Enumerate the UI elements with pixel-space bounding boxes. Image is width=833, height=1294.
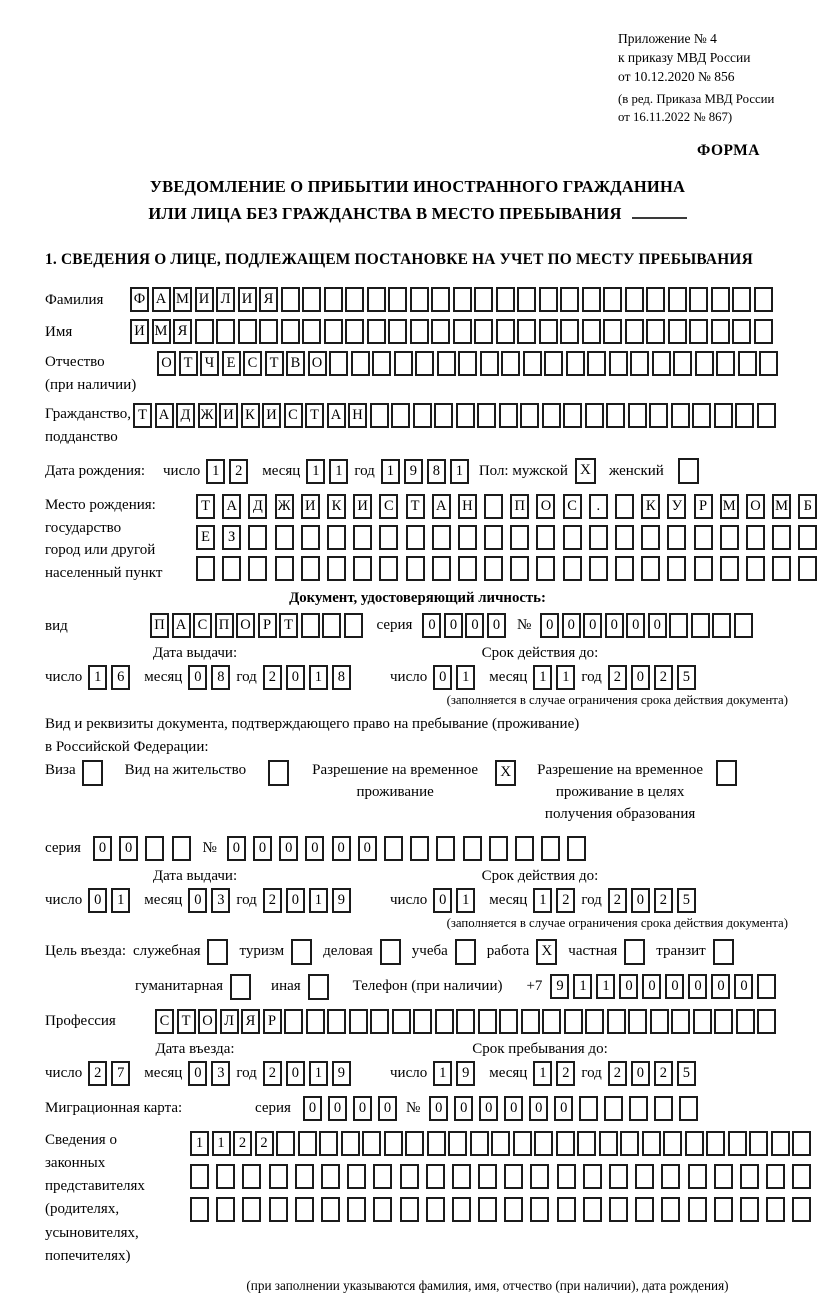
number-label: № xyxy=(516,617,532,634)
number-label: № xyxy=(202,839,217,856)
identity-expiry-note: (заполняется в случае ограничения срока действия документа) xyxy=(446,693,788,708)
stay-doc-options xyxy=(45,760,790,825)
purpose-checkbox-official[interactable] xyxy=(207,939,228,965)
stay-until-date xyxy=(390,1061,790,1086)
identity-expiry-year-cells[interactable]: 2 0 2 5 xyxy=(608,665,696,690)
stay-doc-issue-month-cells[interactable]: 0 3 xyxy=(188,888,230,913)
year-label: год xyxy=(236,891,257,908)
representatives-line1-cells[interactable]: 1 1 2 2 xyxy=(190,1131,811,1156)
residence-permit-checkbox[interactable] xyxy=(268,760,289,786)
profession-label: Профессия xyxy=(45,1012,116,1029)
stay-doc-expiry-year-cells[interactable]: 2 0 2 5 xyxy=(608,888,696,913)
seriya-label: серия xyxy=(45,839,81,856)
issue-date-heading: Дата выдачи: xyxy=(152,867,238,884)
doc-type-cells[interactable]: П А С П О Р Т xyxy=(150,613,363,638)
identity-expiry-day-cells[interactable]: 0 1 xyxy=(433,665,475,690)
birth-day-cells[interactable]: 1 2 xyxy=(206,459,248,484)
seriya-label: серия xyxy=(376,617,413,634)
purpose-label-work: работа xyxy=(486,943,530,960)
citizenship-cells[interactable]: Т А Д Ж И К И С Т А Н xyxy=(133,403,776,428)
entry-month-cells[interactable]: 0 3 xyxy=(188,1061,230,1086)
firstname-label: Имя xyxy=(45,323,73,340)
day-label: число xyxy=(390,891,428,908)
day-label: число xyxy=(45,891,83,908)
stay-until-heading: Срок пребывания до: xyxy=(472,1040,608,1057)
purpose-checkbox-study[interactable] xyxy=(455,939,476,965)
identity-issue-day-cells[interactable]: 1 6 xyxy=(88,665,130,690)
stay-doc-seriya-cells[interactable]: 0 0 xyxy=(93,836,191,861)
stay-doc-issue-date xyxy=(45,888,390,913)
entry-day-cells[interactable]: 2 7 xyxy=(88,1061,130,1086)
purpose-row2 xyxy=(45,974,790,1000)
birthplace-label: Место рождения: государство город или другой населенный пункт xyxy=(45,497,163,581)
expiry-date-heading: Срок действия до: xyxy=(481,645,599,662)
identity-issue-month-cells[interactable]: 0 8 xyxy=(188,665,230,690)
entry-date xyxy=(45,1061,390,1086)
issue-date-heading: Дата выдачи: xyxy=(152,645,238,662)
purpose-checkbox-private[interactable] xyxy=(624,939,645,965)
patronymic-cells[interactable]: О Т Ч Е С Т В О xyxy=(157,351,778,376)
forma-label: ФОРМА xyxy=(696,142,760,160)
revision-line: от 16.11.2022 № 867) xyxy=(618,109,733,124)
identity-doc-heading: Документ, удостоверяющий личность: xyxy=(289,590,546,607)
phone-prefix: +7 xyxy=(526,978,543,995)
birthdate-group xyxy=(163,459,469,484)
birthplace-line1-cells[interactable]: Т А Д Ж И К И С Т А Н П О С . К У Р М О М Б xyxy=(196,494,817,519)
birth-year-cells[interactable]: 1 9 8 1 xyxy=(381,459,469,484)
representatives-line3-cells[interactable] xyxy=(190,1197,811,1222)
form-title-line2: ИЛИ ЛИЦА БЕЗ ГРАЖДАНСТВА В МЕСТО ПРЕБЫВАНИЯ xyxy=(148,203,622,223)
phone-label: Телефон (при наличии) xyxy=(352,978,503,995)
option-temp-residence xyxy=(309,760,516,804)
seriya-label: серия xyxy=(255,1099,291,1116)
citizenship-row xyxy=(45,403,790,448)
year-label: год xyxy=(581,891,602,908)
entry-year-cells[interactable]: 2 0 1 9 xyxy=(263,1061,351,1086)
year-label: год xyxy=(236,669,257,686)
form-title xyxy=(45,174,790,227)
day-label: число xyxy=(390,1064,428,1081)
purpose-label-tourism: туризм xyxy=(239,943,285,960)
stay-until-year-cells[interactable]: 2 0 2 5 xyxy=(608,1061,696,1086)
patronymic-label: Отчество (при наличии) xyxy=(45,354,137,393)
day-label: число xyxy=(45,1064,83,1081)
entry-date-heading: Дата въезда: xyxy=(155,1040,235,1057)
month-label: месяц xyxy=(144,891,183,908)
month-label: месяц xyxy=(144,1064,183,1081)
sex-male-checkbox[interactable]: X xyxy=(575,458,596,484)
purpose-label-private: частная xyxy=(568,943,618,960)
representatives-label: Сведения о законных представителях (родителях, усыновителях, попечителях) xyxy=(45,1131,145,1264)
birthplace-row xyxy=(45,494,812,584)
day-label: число xyxy=(390,669,428,686)
year-label: год xyxy=(581,1064,602,1081)
birthplace-line3-cells[interactable] xyxy=(196,556,817,581)
title-blank-line xyxy=(632,204,687,219)
month-label: месяц xyxy=(489,1064,528,1081)
revision-line: (в ред. Приказа МВД России xyxy=(618,91,775,106)
stay-doc-issue-day-cells[interactable]: 0 1 xyxy=(88,888,130,913)
temp-residence-education-checkbox[interactable] xyxy=(716,760,737,786)
stay-doc-expiry-date xyxy=(390,888,790,913)
day-label: число xyxy=(45,669,83,686)
representatives-note: (при заполнении указываются фамилия, имя, отчество (при наличии), дата рождения) xyxy=(246,1278,729,1294)
appendix-line: к приказу МВД России xyxy=(618,49,751,65)
birthplace-line2-cells[interactable]: Е З xyxy=(196,525,817,550)
stay-doc-dates xyxy=(45,868,790,913)
temp-residence-label: Разрешение на временное проживание xyxy=(312,762,479,801)
option-visa xyxy=(45,760,103,786)
year-label: год xyxy=(236,1064,257,1081)
representatives-line2-cells[interactable] xyxy=(190,1164,811,1189)
stay-doc-intro1: Вид и реквизиты документа, подтверждающего право на пребывание (проживание) xyxy=(45,716,580,733)
month-label: месяц xyxy=(489,891,528,908)
representatives-row xyxy=(45,1129,790,1269)
temp-residence-checkbox[interactable]: X xyxy=(495,760,516,786)
surname-cells[interactable]: Ф А М И Л И Я xyxy=(130,287,773,312)
month-label: месяц xyxy=(144,669,183,686)
form-title-line1: УВЕДОМЛЕНИЕ О ПРИБЫТИИ ИНОСТРАННОГО ГРАЖДАНИНА xyxy=(149,177,686,197)
migration-card-number-cells[interactable]: 0 0 0 0 0 0 xyxy=(429,1096,698,1121)
firstname-row xyxy=(45,319,790,344)
identity-doc-dates xyxy=(45,645,790,690)
patronymic-row xyxy=(45,351,790,396)
profession-row xyxy=(45,1009,790,1034)
sex-male-label: Пол: мужской xyxy=(478,462,568,479)
doc-number-cells[interactable]: 0 0 0 0 0 0 xyxy=(540,613,753,638)
purpose-checkbox-tourism[interactable] xyxy=(291,939,312,965)
section1-heading: 1. СВЕДЕНИЯ О ЛИЦЕ, ПОДЛЕЖАЩЕМ ПОСТАНОВКЕ НА УЧЕТ ПО МЕСТУ ПРЕБЫВАНИЯ xyxy=(45,251,753,269)
appendix-block xyxy=(618,30,833,126)
stay-doc-expiry-month-cells[interactable]: 1 2 xyxy=(533,888,575,913)
option-temp-residence-education xyxy=(532,760,737,825)
purpose-label-official: служебная xyxy=(132,943,201,960)
entry-dates xyxy=(45,1041,790,1086)
surname-label: Фамилия xyxy=(45,291,104,308)
appendix-line: от 10.12.2020 № 856 xyxy=(618,68,735,84)
number-label: № xyxy=(405,1099,421,1116)
purpose-label-transit: транзит xyxy=(656,943,706,960)
purpose-label-business: деловая xyxy=(323,943,373,960)
purpose-checkbox-business[interactable] xyxy=(380,939,401,965)
purpose-checkbox-transit[interactable] xyxy=(713,939,734,965)
purpose-label: Цель въезда: xyxy=(45,943,126,960)
year-label: год xyxy=(354,462,375,479)
purpose-checkbox-other[interactable] xyxy=(308,974,329,1000)
day-label: число xyxy=(163,462,201,479)
identity-issue-date xyxy=(45,665,390,690)
surname-row xyxy=(45,287,790,312)
identity-expiry-month-cells[interactable]: 1 1 xyxy=(533,665,575,690)
stay-until-month-cells[interactable]: 1 2 xyxy=(533,1061,575,1086)
identity-issue-year-cells[interactable]: 2 0 1 8 xyxy=(263,665,351,690)
stay-doc-expiry-day-cells[interactable]: 0 1 xyxy=(433,888,475,913)
purpose-row1 xyxy=(45,939,790,965)
stay-doc-serial-row xyxy=(45,836,790,861)
sex-female-checkbox[interactable] xyxy=(678,458,699,484)
residence-permit-label: Вид на жительство xyxy=(124,762,247,779)
year-label: год xyxy=(581,669,602,686)
purpose-checkbox-work[interactable]: X xyxy=(536,939,557,965)
stay-until-day-cells[interactable]: 1 9 xyxy=(433,1061,475,1086)
birthdate-row xyxy=(45,458,790,484)
visa-checkbox[interactable] xyxy=(82,760,103,786)
purpose-label-humanitarian: гуманитарная xyxy=(135,978,224,995)
firstname-cells[interactable]: И М Я xyxy=(130,319,773,344)
phone-cells[interactable]: 9 1 1 0 0 0 0 0 0 xyxy=(550,974,776,999)
migration-card-row xyxy=(45,1096,790,1121)
expiry-date-heading: Срок действия до: xyxy=(481,867,599,884)
doc-seriya-cells[interactable]: 0 0 0 0 xyxy=(422,613,506,638)
stay-doc-expiry-note: (заполняется в случае ограничения срока действия документа) xyxy=(446,915,788,930)
temp-residence-education-label: Разрешение на временное проживание в целях получения образования xyxy=(537,762,704,822)
identity-doc-row xyxy=(45,613,790,638)
purpose-label-study: учеба xyxy=(411,943,448,960)
appendix-line: Приложение № 4 xyxy=(618,31,717,46)
purpose-label-other: иная xyxy=(271,978,301,995)
citizenship-label: Гражданство, подданство xyxy=(45,406,132,445)
stay-doc-intro2: в Российской Федерации: xyxy=(45,739,209,756)
identity-expiry-date xyxy=(390,665,790,690)
migration-card-seriya-cells[interactable]: 0 0 0 0 xyxy=(303,1096,397,1121)
visa-label: Виза xyxy=(45,762,76,779)
birth-month-cells[interactable]: 1 1 xyxy=(306,459,348,484)
stay-doc-number-cells[interactable]: 0 0 0 0 0 0 xyxy=(227,836,586,861)
doc-type-label: вид xyxy=(45,617,68,634)
stay-doc-issue-year-cells[interactable]: 2 0 1 9 xyxy=(263,888,351,913)
option-residence-permit xyxy=(125,760,289,786)
purpose-checkbox-humanitarian[interactable] xyxy=(230,974,251,1000)
month-label: месяц xyxy=(262,462,301,479)
sex-female-label: женский xyxy=(608,462,664,479)
month-label: месяц xyxy=(489,669,528,686)
birthdate-label: Дата рождения: xyxy=(45,463,146,480)
profession-cells[interactable]: С Т О Л Я Р xyxy=(155,1009,776,1034)
migration-card-label: Миграционная карта: xyxy=(45,1099,183,1116)
